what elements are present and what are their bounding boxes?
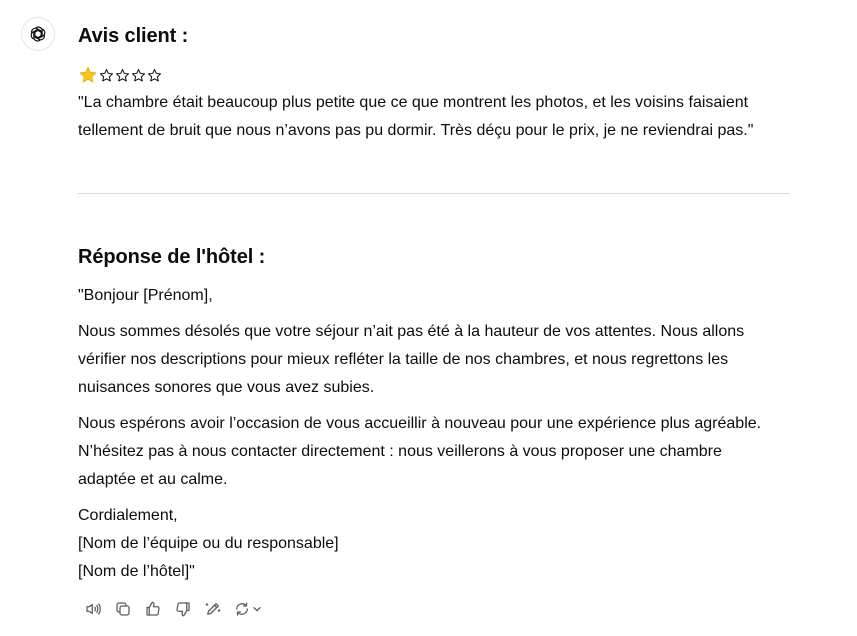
thumbs-up-icon [144, 600, 162, 618]
review-text: "La chambre était beaucoup plus petite que ce que montrent les photos, et les voisins faisaient tellement de bruit que nous n’avons pas pu dormir. Très déçu pour le prix, je ne reviendrai pas." [78, 94, 754, 139]
star-empty-icon [147, 68, 162, 83]
section-divider [78, 193, 790, 194]
bad-response-button[interactable] [168, 597, 198, 621]
star-filled-icon [78, 65, 98, 85]
read-aloud-button[interactable] [78, 597, 108, 621]
star-empty-icon [115, 68, 130, 83]
read-aloud-icon [84, 600, 102, 618]
review-heading: Avis client : [78, 25, 189, 47]
message-actions [78, 597, 266, 621]
edit-canvas-button[interactable] [198, 597, 228, 621]
star-empty-icon [99, 68, 114, 83]
signature-line: [Nom de l’hôtel]" [78, 563, 195, 580]
chevron-down-icon [252, 604, 262, 614]
good-response-button[interactable] [138, 597, 168, 621]
regenerate-button[interactable] [228, 597, 266, 621]
star-rating [78, 64, 162, 86]
response-paragraph-1: Nous sommes désolés que votre séjour n’ait pas été à la hauteur de vos attentes. Nous allons vérifier nos descriptions pour mieux refléter la taille de nos chambres, et nous regrettons les nuisances sonores que vous avez subies. [78, 323, 745, 396]
signature-line: [Nom de l’équipe ou du responsable] [78, 535, 339, 552]
response-paragraph-2: Nous espérons avoir l’occasion de vous accueillir à nouveau pour une expérience plus agréable. N’hésitez pas à nous contacter directement : nous veillerons à vous proposer une chambre adaptée et au calme. [78, 415, 762, 488]
copy-icon [114, 600, 132, 618]
response-heading: Réponse de l'hôtel : [78, 246, 266, 268]
thumbs-down-icon [174, 600, 192, 618]
regenerate-icon [233, 600, 251, 618]
edit-icon [204, 600, 222, 618]
assistant-avatar [21, 17, 55, 51]
response-greeting: "Bonjour [Prénom], [78, 287, 213, 304]
response-signature [78, 502, 790, 586]
copy-button[interactable] [108, 597, 138, 621]
star-empty-icon [131, 68, 146, 83]
signature-line: Cordialement, [78, 507, 178, 524]
openai-logo-icon [28, 24, 48, 44]
